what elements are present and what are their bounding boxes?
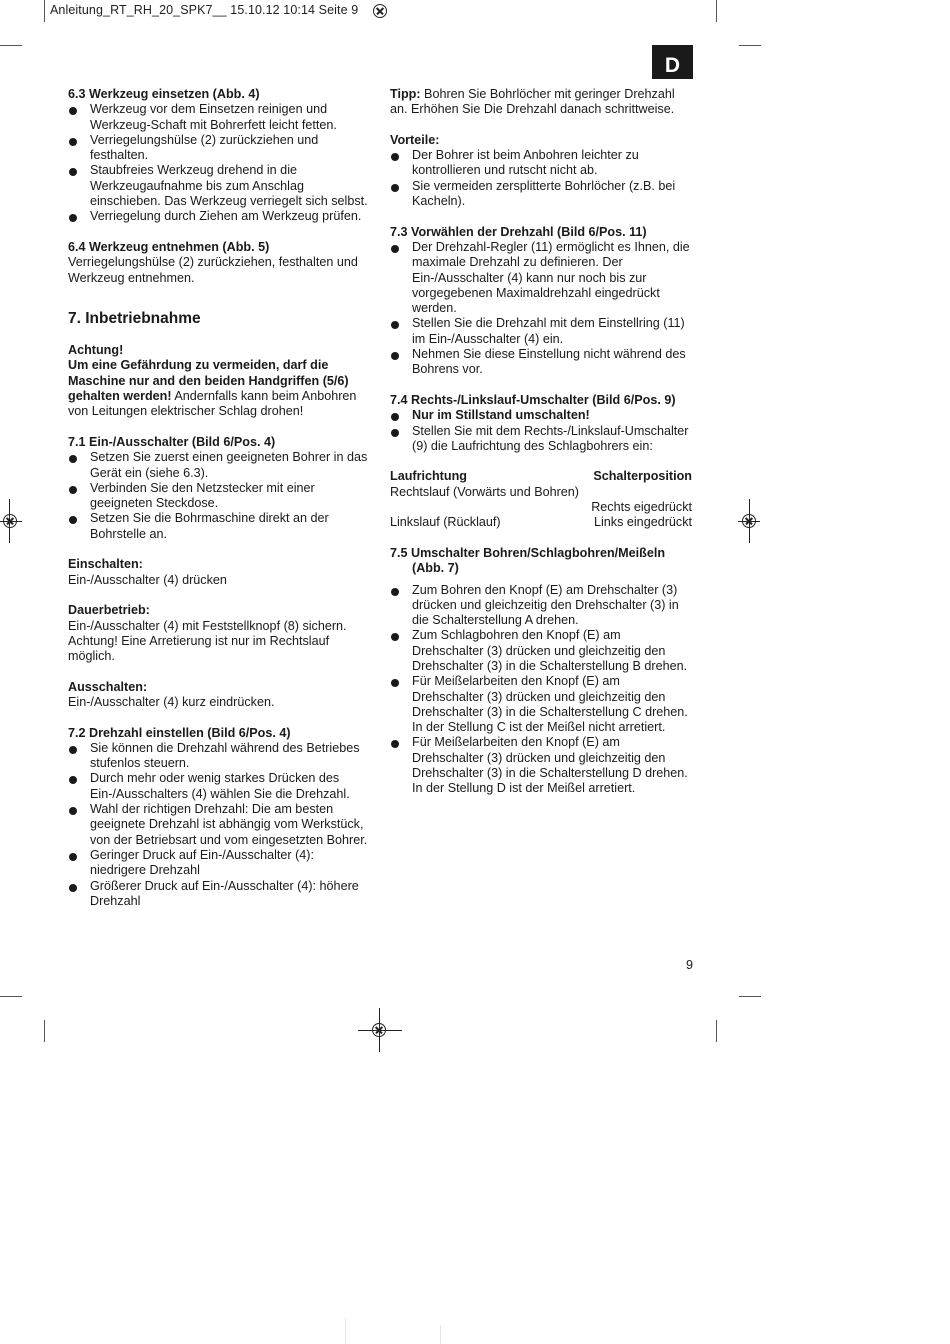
list-item: Zum Schlagbohren den Knopf (E) am Drehschalter (3) drücken und gleichzeitig den Drehschalter (3) in die Schalterstellung B drehen. [390, 628, 692, 674]
list-item: Stellen Sie mit dem Rechts-/Linkslauf-Umschalter (9) die Laufrichtung des Schlagbohrers ein: [390, 424, 692, 455]
warning-text: Andernfalls kann beim Anbohren von Leitungen elektrischer Schlag drohen! [68, 389, 357, 419]
registration-mark-icon [3, 514, 17, 528]
crop-mark [739, 45, 761, 46]
crop-mark [716, 1020, 717, 1042]
crop-mark [0, 45, 22, 46]
registration-mark-icon [742, 514, 756, 528]
bullet-list-7-1 [68, 450, 370, 542]
bullet-list-6-3 [68, 102, 370, 224]
section-heading-7-1: 7.1 Ein-/Ausschalter (Bild 6/Pos. 4) [68, 434, 276, 449]
list-item: Geringer Druck auf Ein-/Ausschalter (4): niedrigere Drehzahl [68, 848, 370, 879]
section-heading-7-2: 7.2 Drehzahl einstellen (Bild 6/Pos. 4) [68, 725, 291, 740]
list-item: Größerer Druck auf Ein-/Ausschalter (4): höhere Drehzahl [68, 879, 370, 910]
list-item: Für Meißelarbeiten den Knopf (E) am Drehschalter (3) drücken und gleichzeitig den Drehschalter (3) in die Schalterstellung D drehen. In der Stellung D ist der Meißel arretiert. [390, 735, 692, 796]
tip-paragraph [390, 87, 692, 118]
list-item: Durch mehr oder wenig starkes Drücken des Ein-/Ausschalters (4) wählen Sie die Drehzahl. [68, 771, 370, 802]
crop-mark [0, 996, 22, 997]
table-cell: Links eingedrückt [593, 515, 692, 530]
list-item: Setzen Sie zuerst einen geeigneten Bohrer in das Gerät ein (siehe 6.3). [68, 450, 370, 481]
bullet-list-advantages [390, 148, 692, 209]
list-item: Verriegelungshülse (2) zurückziehen und festhalten. [68, 133, 370, 164]
list-item: Für Meißelarbeiten den Knopf (E) am Drehschalter (3) drücken und gleichzeitig den Drehschalter (3) in die Schalterstellung C drehen. In der Stellung C ist der Meißel nicht arretiert. [390, 674, 692, 735]
list-item: Werkzeug vor dem Einsetzen reinigen und Werkzeug-Schaft mit Bohrerfett leicht fetten. [68, 102, 370, 133]
list-item: Sie vermeiden zersplitterte Bohrlöcher (z.B. bei Kacheln). [390, 179, 692, 210]
list-item: Verbinden Sie den Netzstecker mit einer geeigneten Steckdose. [68, 481, 370, 512]
paragraph: Ein-/Ausschalter (4) drücken [68, 572, 227, 587]
section-heading-7-4: 7.4 Rechts-/Linkslauf-Umschalter (Bild 6/Pos. 9) [390, 392, 676, 407]
chapter-heading-7: 7. Inbetriebnahme [68, 309, 201, 327]
warning-label: Achtung! [68, 343, 124, 358]
table-row: Rechtslauf (Vorwärts und Bohren) [390, 484, 579, 499]
paragraph: Ein-/Ausschalter (4) mit Feststellknopf (8) sichern. Achtung! Eine Arretierung ist nur im Rechtslauf möglich. [68, 618, 347, 664]
table-header-switch-position: Schalterposition [593, 469, 692, 484]
list-item: Der Drehzahl-Regler (11) ermöglicht es Ihnen, die maximale Drehzahl zu definieren. Der Ein-/Ausschalter (4) kann nur noch bis zur vorgegebenen Maximaldrehzahl eingedrückt werden. [390, 240, 692, 316]
show-through-line [440, 1325, 441, 1344]
print-slug: Anleitung_RT_RH_20_SPK7__ 15.10.12 10:14 Seite 9 [50, 3, 359, 17]
registration-mark-icon [372, 1023, 386, 1037]
table-row [390, 515, 692, 530]
bullet-list-7-5 [390, 583, 692, 797]
crop-mark [739, 996, 761, 997]
table-header-direction: Laufrichtung [390, 469, 467, 484]
list-item: Nur im Stillstand umschalten! [390, 408, 692, 423]
list-item: Nehmen Sie diese Einstellung nicht während des Bohrens vor. [390, 347, 692, 378]
tip-label: Tipp: [390, 87, 421, 101]
warning-bold-text: Um eine Gefährdung zu vermeiden, darf die Maschine nur and den beiden Handgriffen (5/6) gehalten werden! [68, 358, 349, 404]
tip-text: Bohren Sie Bohrlöcher mit geringer Drehzahl an. Erhöhen Sie Die Drehzahl danach schrittweise. [390, 87, 675, 117]
table-cell: Linkslauf (Rücklauf) [390, 515, 501, 530]
section-heading-7-5-ref: (Abb. 7) [412, 561, 459, 576]
bullet-list-7-4 [390, 408, 692, 454]
list-item: Setzen Sie die Bohrmaschine direkt an der Bohrstelle an. [68, 511, 370, 542]
switch-on-label: Einschalten: [68, 557, 143, 572]
direction-table [390, 469, 692, 530]
list-item: Wahl der richtigen Drehzahl: Die am besten geeignete Drehzahl ist abhängig vom Werkstück, von der Betriebsart und vom eingesetzten Bohrer. [68, 802, 370, 848]
bullet-list-7-3 [390, 240, 692, 378]
paragraph: Ein-/Ausschalter (4) kurz eindrücken. [68, 694, 275, 709]
section-heading-7-5: 7.5 Umschalter Bohren/Schlagbohren/Meißeln [390, 545, 666, 560]
section-heading-6-3: 6.3 Werkzeug einsetzen (Abb. 4) [68, 87, 260, 101]
section-heading-6-4: 6.4 Werkzeug entnehmen (Abb. 5) [68, 239, 270, 254]
table-cell: Rechts eigedrückt [591, 500, 692, 515]
section-heading-7-3: 7.3 Vorwählen der Drehzahl (Bild 6/Pos. 11) [390, 224, 647, 239]
page-number: 9 [686, 958, 694, 972]
right-column [390, 87, 692, 797]
paragraph: Verriegelungshülse (2) zurückziehen, festhalten und Werkzeug entnehmen. [68, 255, 358, 285]
advantages-label: Vorteile: [390, 132, 440, 147]
bullet-list-7-2 [68, 741, 370, 909]
list-item: Staubfreies Werkzeug drehend in die Werkzeugaufnahme bis zum Anschlag einschieben. Das Werkzeug verriegelt sich selbst. [68, 163, 370, 209]
table-header-row [390, 469, 692, 484]
list-item: Verriegelung durch Ziehen am Werkzeug prüfen. [68, 209, 370, 224]
left-column [68, 87, 370, 909]
show-through-line [345, 1318, 346, 1344]
switch-off-label: Ausschalten: [68, 679, 148, 694]
crop-mark [44, 0, 45, 22]
registration-mark-icon [373, 4, 387, 18]
list-item: Stellen Sie die Drehzahl mit dem Einstellring (11) im Ein-/Ausschalter (4) ein. [390, 316, 692, 347]
crop-mark [716, 0, 717, 22]
list-item: Der Bohrer ist beim Anbohren leichter zu kontrollieren und rutscht nicht ab. [390, 148, 692, 179]
crop-mark [44, 1020, 45, 1042]
warning-paragraph [68, 358, 370, 419]
list-item: Zum Bohren den Knopf (E) am Drehschalter (3) drücken und gleichzeitig den Drehschalter (3) in die Schalterstellung A drehen. [390, 583, 692, 629]
continuous-label: Dauerbetrieb: [68, 603, 150, 618]
list-item: Sie können die Drehzahl während des Betriebes stufenlos steuern. [68, 741, 370, 772]
language-tab: D [652, 45, 693, 79]
